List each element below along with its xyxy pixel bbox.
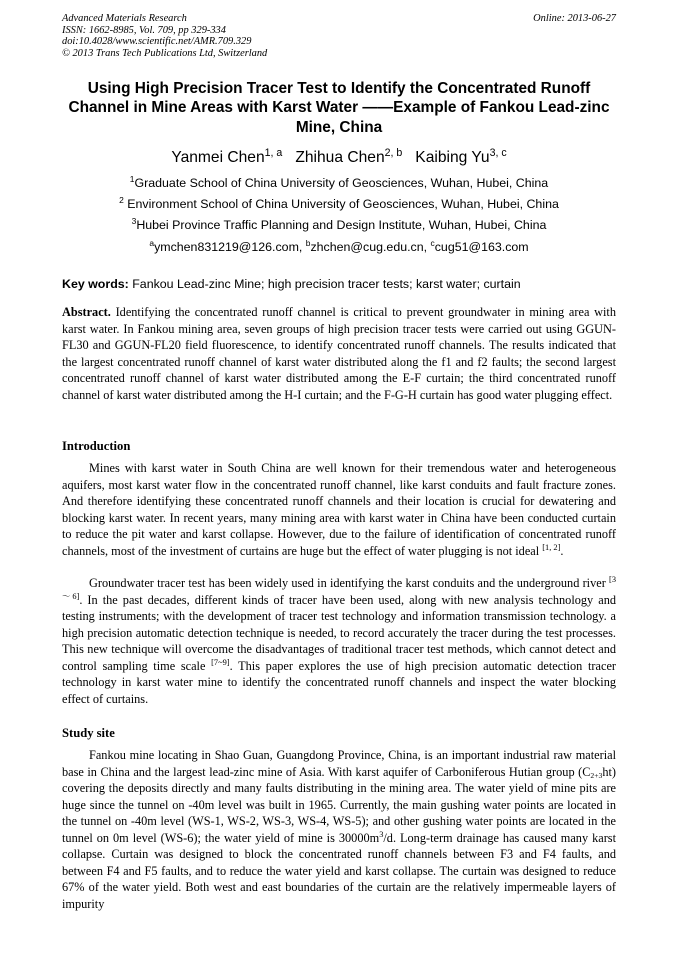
affiliation-number: 2 <box>119 195 124 206</box>
paragraph-text: . In the past decades, different kinds of tracer have been used, along with new analysis technology and testing instruments; with the development of tracer test technology and information transmission technology. a high precision automatic detection technique is needed, to record accurately the tracer during the test processes. This new technique will overcome the disadvantages of traditional tracer test methods, which cannot detect and control sampling time scale <box>62 592 616 673</box>
author-list <box>62 148 616 168</box>
affiliation <box>62 176 616 191</box>
citation: [7~9] <box>211 657 230 667</box>
online-date: Online: 2013-06-27 <box>533 13 616 24</box>
author-affiliation-mark: 3, c <box>489 147 507 160</box>
author-name: Kaibing Yu <box>415 149 490 166</box>
affiliation-text: Hubei Province Traffic Planning and Design Institute, Wuhan, Hubei, China <box>136 218 547 232</box>
abstract <box>62 304 616 403</box>
paragraph-text: Mines with karst water in South China are well known for their tremendous water and heterogeneous aquifers, most karst water flow in the concentrated runoff channel, like karst conduits and fault fracture zones. And therefore identifying these concentrated runoff channels and their location is crucial for dewatering and blocking karst water. In recent years, many mining area with karst water in China have been conducted curtain to reduce the pit water and karst collapse. However, due to the failure of identification of concentrated runoff channels, most of the investment of curtains are huge but the effect of water plugging is not ideal <box>62 461 616 558</box>
section-heading-introduction: Introduction <box>62 439 131 453</box>
affiliation-number: 1 <box>129 174 135 185</box>
abstract-text: Identifying the concentrated runoff channel is critical to prevent groundwater in mining area with karst water. In Fankou mining area, seven groups of high precision tracer tests were carried out using GGUN-FL30 and GGUN-FL20 field fluorescence, to identify concentrated runoff channels. The results indicated that the largest concentrated runoff channel of karst water distributed along the f1 and f2 faults; the second largest concentrated runoff channel of karst water distributed among the E-F curtain; the third concentrated runoff channel of karst water distributed among the H-I curtain; and the F-G-H curtain has good water plugging effect. <box>62 305 616 402</box>
email-mark: b <box>305 238 311 249</box>
paragraph-text: Fankou mine locating in Shao Guan, Guangdong Province, China, is an important industrial raw material base in China and the largest lead-zinc mine of Asia. With karst aquifer of Carboniferous Hutian group (C <box>62 748 616 779</box>
introduction-paragraph-2 <box>62 575 616 707</box>
journal-name: Advanced Materials Research <box>62 13 187 24</box>
citation: [1, 2] <box>542 542 561 552</box>
email-address: zhchen@cug.edu.cn, <box>310 240 431 254</box>
paragraph-text: . This paper explores the use of high precision automatic detection tracer technology in karst water mine to identify the concentrated runoff channels and inspect the water blocking effect of curtains. <box>62 658 616 706</box>
keywords-text: Fankou Lead-zinc Mine; high precision tracer tests; karst water; curtain <box>128 277 521 291</box>
introduction-paragraph-1 <box>62 460 616 559</box>
email-mark: a <box>149 238 155 249</box>
affiliation-text: Graduate School of China University of Geosciences, Wuhan, Hubei, China <box>134 176 549 190</box>
subscript: 2+3 <box>590 770 603 780</box>
email-address: cug51@163.com <box>434 240 529 254</box>
keywords <box>62 277 616 292</box>
issn-line: ISSN: 1662-8985, Vol. 709, pp 329-334 <box>62 24 226 36</box>
author-affiliation-mark: 1, a <box>264 147 283 160</box>
affiliation-number: 3 <box>131 216 137 227</box>
study-site-paragraph <box>62 747 616 912</box>
author-emails <box>62 240 616 255</box>
email-address: ymchen831219@126.com, <box>154 240 306 254</box>
citation: [3～6] <box>62 575 616 601</box>
email-mark: c <box>430 238 435 249</box>
copyright-line: © 2013 Trans Tech Publications Ltd, Switzerland <box>62 47 268 59</box>
paragraph-text: ht) covering the deposits directly and many faults distributing in the mining area. The water yield of mine pits are huge since the tunnel on -40m level was built in 1965. Currently, the main gushing water points are located in the tunnel on -40m level (WS-1, WS-2, WS-3, WS-4, WS-5); and other gushing water points are located in the tunnel on 0m level (WS-6); the water yield of mine is 30000m <box>62 764 616 845</box>
journal-header <box>62 13 616 59</box>
author-name: Yanmei Chen <box>171 149 265 166</box>
superscript: 3 <box>379 829 384 839</box>
paragraph-text: Groundwater tracer test has been widely used in identifying the karst conduits and the underground river <box>89 576 610 590</box>
keywords-label: Key words: <box>62 277 129 291</box>
paragraph-text: /d. Long-term drainage has caused many karst collapse. Curtain was designed to block the concentrated runoff channels between F3 and F4 faults, and between F4 and F5 faults, and to reduce the water yield and karst collapse. The curtain was designed to reduce 67% of the water yield. Both west and east boundaries of the curtain are the relatively impermeable layers of impurity <box>62 830 616 911</box>
section-heading-study-site: Study site <box>62 726 115 740</box>
affiliation <box>62 197 616 212</box>
paper-title: Using High Precision Tracer Test to Identify the Concentrated Runoff Channel in Mine Areas with Karst Water ——Example of Fankou Lead-zinc Mine, China <box>68 80 610 136</box>
author-name: Zhihua Chen <box>295 149 385 166</box>
doi-line: doi:10.4028/www.scientific.net/AMR.709.329 <box>62 36 252 48</box>
affiliation <box>62 218 616 233</box>
affiliation-text: Environment School of China University of Geosciences, Wuhan, Hubei, China <box>123 197 559 211</box>
author-affiliation-mark: 2, b <box>384 147 403 160</box>
paragraph-text: . <box>560 543 564 558</box>
abstract-label: Abstract. <box>62 305 111 319</box>
